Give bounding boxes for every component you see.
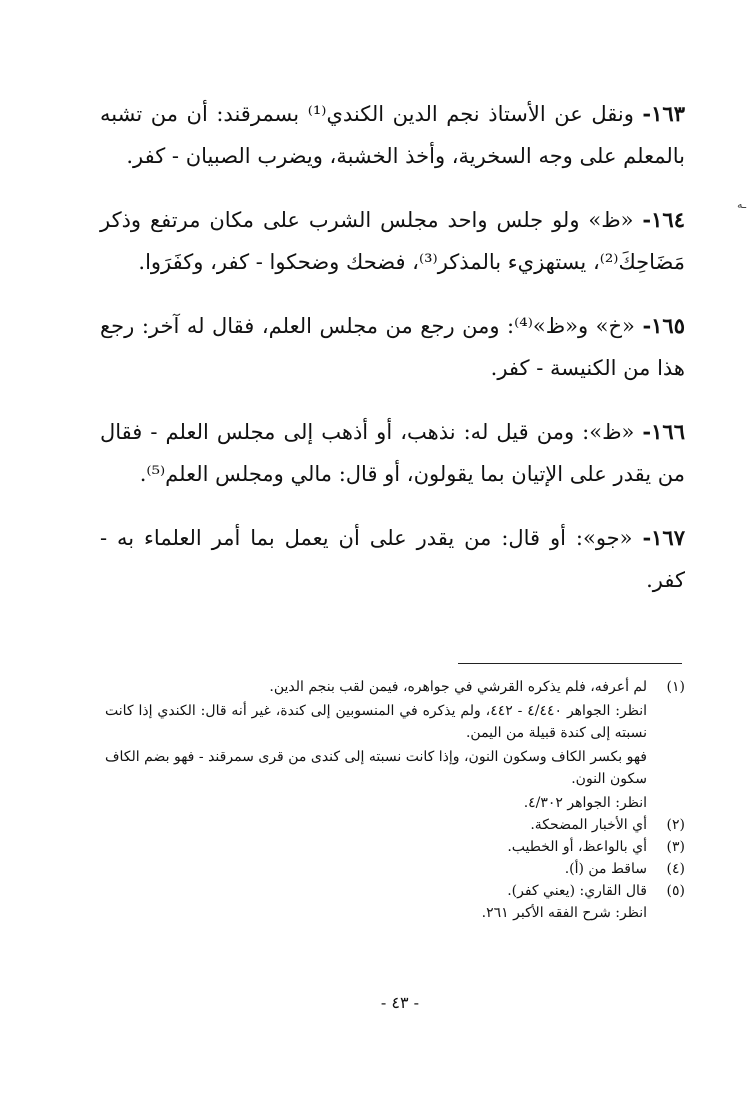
entry-number: ١٦٧- <box>642 525 685 550</box>
entry-text: ونقل عن الأستاذ نجم الدين الكندي⁽¹⁾ بسمرقند: أن من تشبه بالمعلم على وجه السخرية، وأخذ الخشبة، ويضرب الصبيان - كفر. <box>100 102 685 168</box>
footnote-label: (٥) <box>666 883 685 899</box>
footnote-paragraph: لم أعرفه، فلم يذكره القرشي في جواهره، فيمن لقب بنجم الدين. <box>269 679 647 695</box>
footnote-label: (١) <box>666 679 685 695</box>
entry-text: «ظ» ولو جلس واحد مجلس الشرب على مكان مرتفع وذكر مَضَاحِكَ⁽²⁾، يستهزيء بالمذكر⁽³⁾، فضحك وضحكوا - كفر، وكفَرَوا. <box>100 208 685 274</box>
footnote-paragraph: انظر: الجواهر ٤/٤٤٠ - ٤٤٢، ولم يذكره في المنسوبين إلى كندة، غير أنه قال: الكندي إذا كانت نسبته إلى كندة قبيلة من اليمن. <box>105 703 647 741</box>
footnote-body <box>105 836 647 858</box>
entry-number: ١٦٣- <box>642 101 685 126</box>
footnote-paragraph: فهو بكسر الكاف وسكون النون، وإذا كانت نسبته إلى كندى من قرى سمرقند - فهو بضم الكاف سكون النون. <box>105 749 647 787</box>
footnote-paragraph: انظر: الجواهر ٤/٣٠٢. <box>523 795 647 811</box>
footnote-4 <box>105 858 685 880</box>
footnote-2 <box>105 814 685 836</box>
footnote-1 <box>105 676 685 814</box>
footnote-body <box>105 676 647 814</box>
footnote-body <box>105 858 647 880</box>
footnote-label: (٣) <box>666 839 685 855</box>
footnote-body <box>105 880 647 924</box>
footnote-paragraph: ساقط من (أ). <box>564 861 647 877</box>
entry-164 <box>100 199 685 283</box>
footnote-label: (٢) <box>666 817 685 833</box>
footnotes <box>105 676 685 924</box>
entry-number: ١٦٤- <box>642 207 685 232</box>
footnote-paragraph: أي بالواعظ، أو الخطيب. <box>507 839 647 855</box>
entry-165 <box>100 305 685 389</box>
entry-text: «جو»: أو قال: من يقدر على أن يعمل بما أمر العلماء به - كفر. <box>100 526 685 592</box>
footnote-label: (٤) <box>666 861 685 877</box>
entry-163 <box>100 93 685 177</box>
page-number: - ٤٣ - <box>380 993 420 1012</box>
footnote-paragraph: انظر: شرح الفقه الأكبر ٢٦١. <box>481 905 647 921</box>
footnote-paragraph: أي الأخبار المضحكة. <box>530 817 647 833</box>
footnote-body <box>105 814 647 836</box>
footnote-3 <box>105 836 685 858</box>
footnote-paragraph: قال القاري: (يعني كفر). <box>507 883 647 899</box>
entry-text: «ظ»: ومن قيل له: نذهب، أو أذهب إلى مجلس العلم - فقال من يقدر على الإتيان بما يقولون، أو قال: مالي ومجلس العلم⁽⁵⁾. <box>100 420 685 486</box>
footnote-separator <box>458 663 682 664</box>
main-text <box>100 72 685 623</box>
entry-number: ١٦٥- <box>642 313 685 338</box>
entry-number: ١٦٦- <box>642 419 685 444</box>
footnote-5 <box>105 880 685 924</box>
entry-text: «خ» و«ظ»⁽⁴⁾: ومن رجع من مجلس العلم، فقال له آخر: رجع هذا من الكنيسة - كفر. <box>100 314 685 380</box>
margin-mark: ـه <box>737 198 747 211</box>
entry-166 <box>100 411 685 495</box>
entry-167 <box>100 517 685 601</box>
